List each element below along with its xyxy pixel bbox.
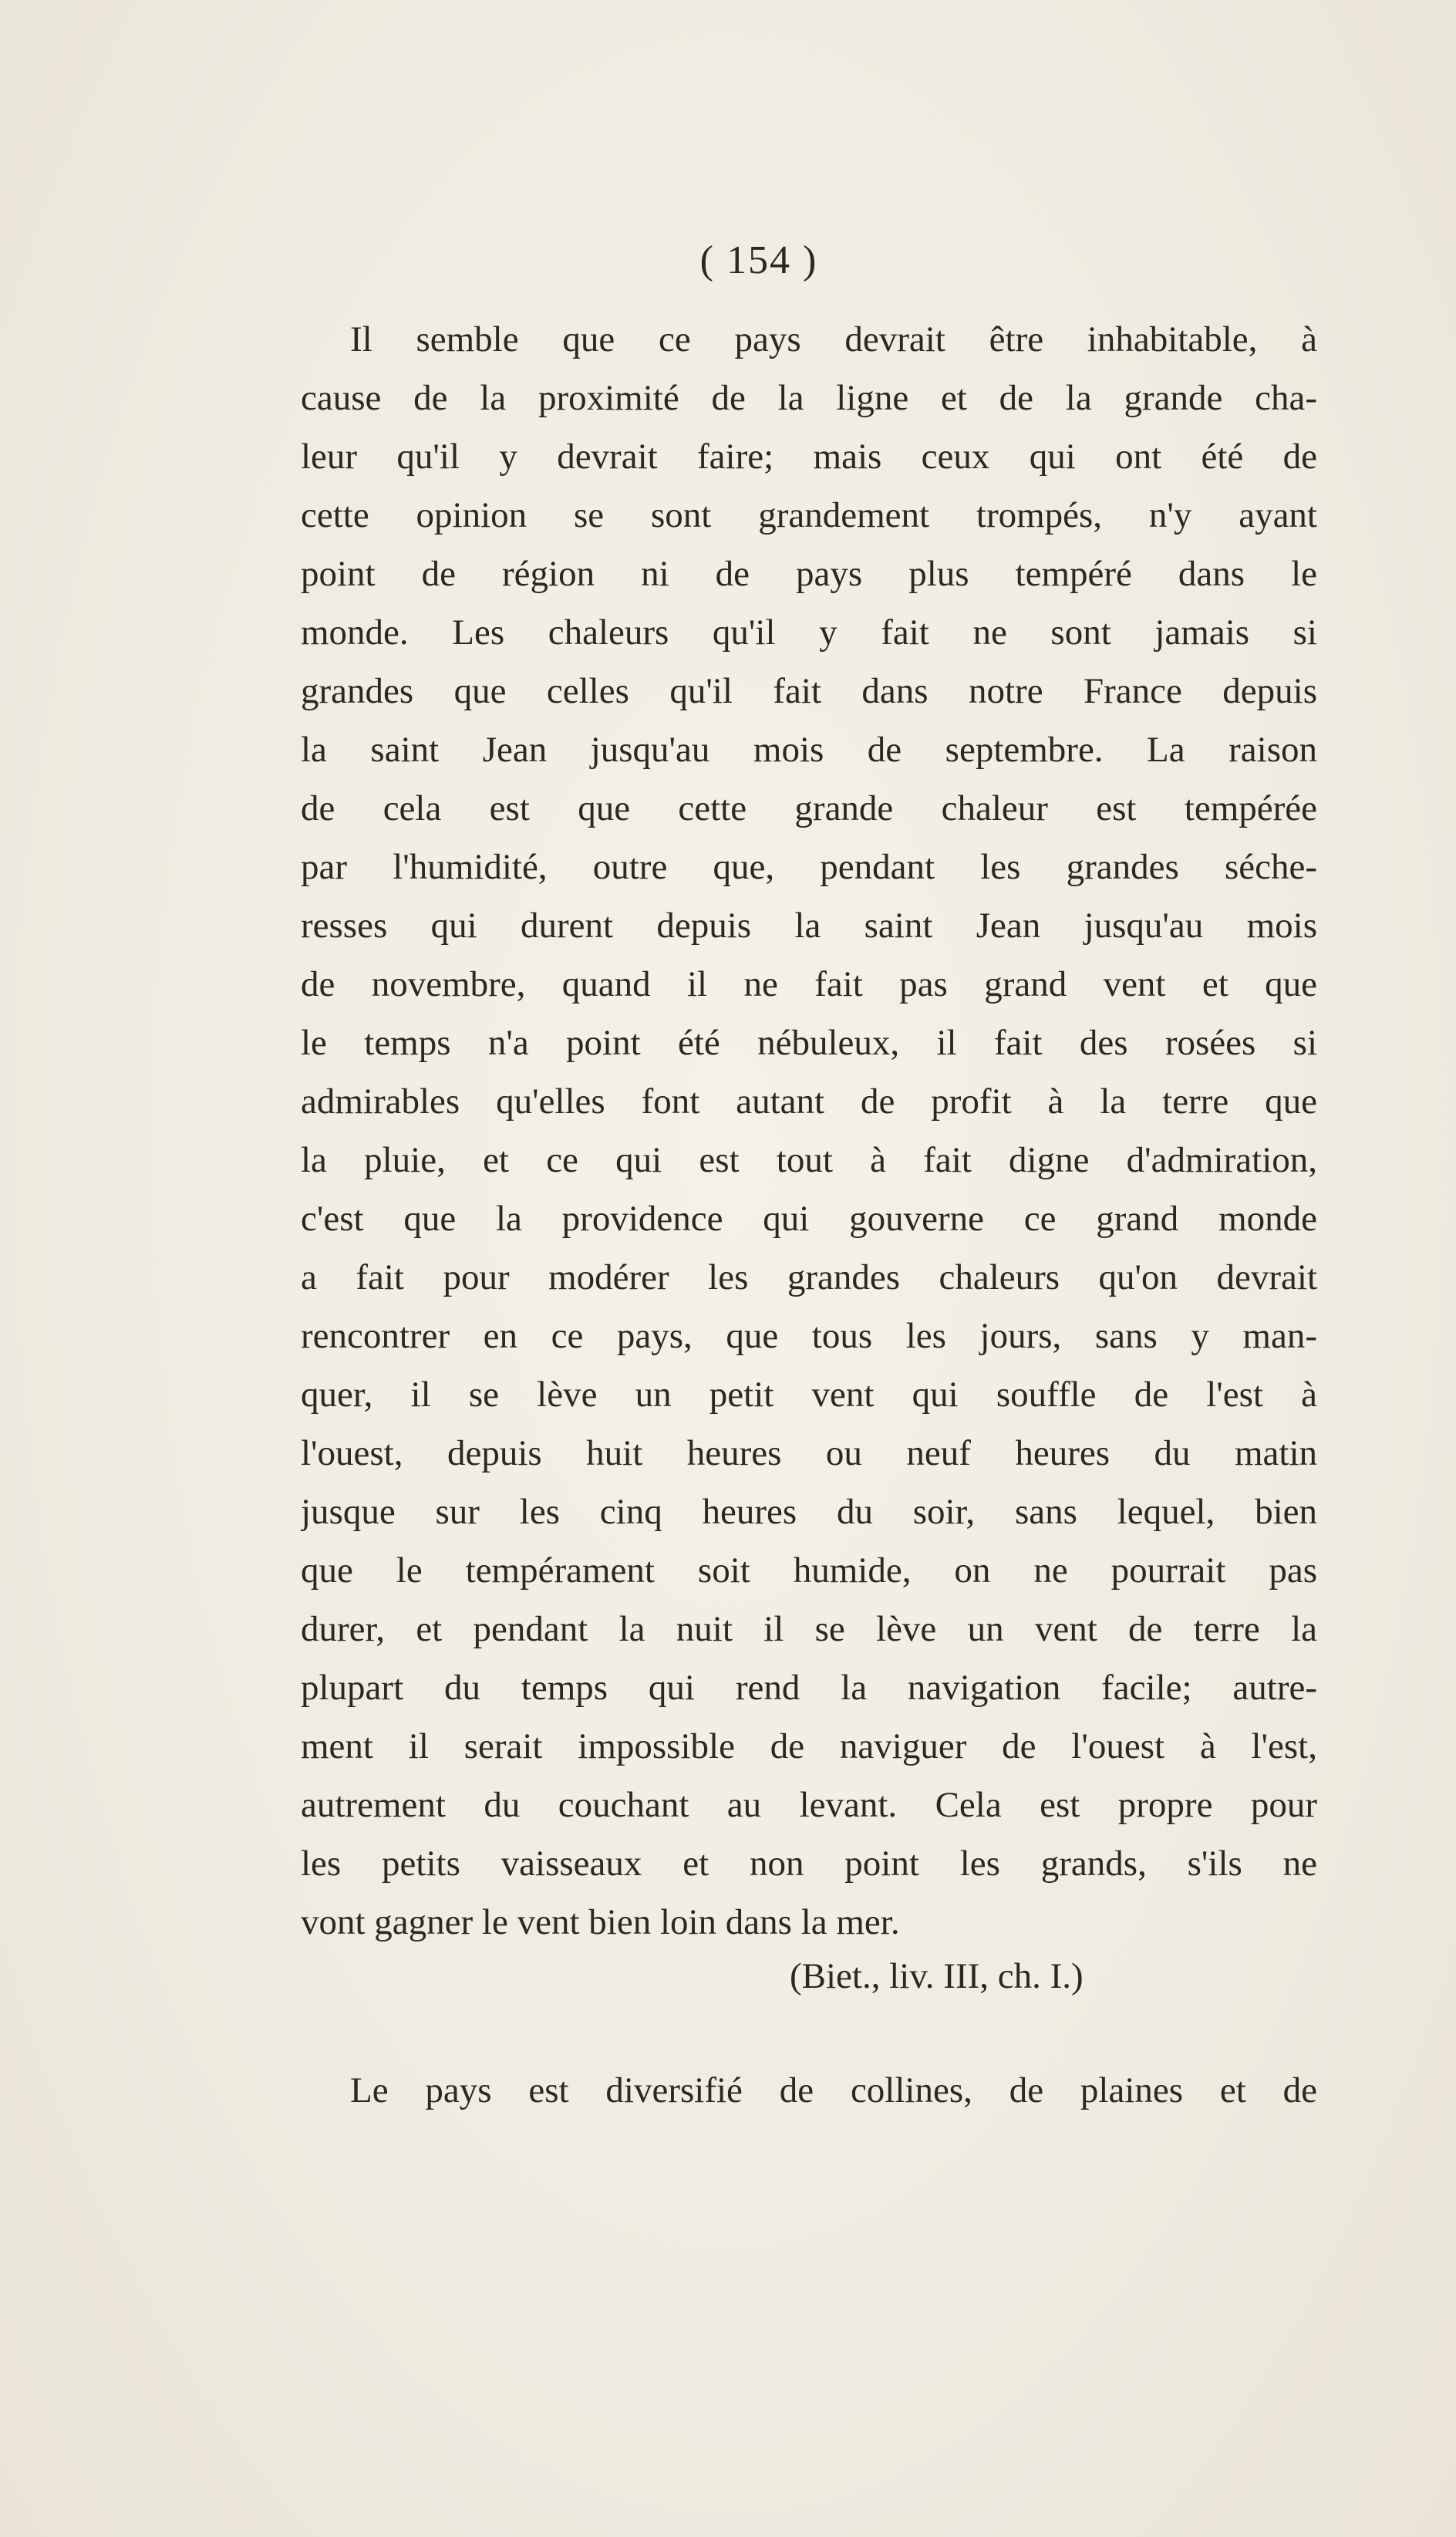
text-line: rencontrer en ce pays, que tous les jours, sans y man- <box>301 1316 1317 1356</box>
text-line: par l'humidité, outre que, pendant les grandes séche- <box>301 847 1317 887</box>
text-line: les petits vaisseaux et non point les grands, s'ils ne <box>301 1844 1317 1884</box>
text-line: Il semble que ce pays devrait être inhabitable, à <box>350 319 1317 359</box>
text-line: de cela est que cette grande chaleur est tempérée <box>301 788 1317 828</box>
text-line: quer, il se lève un petit vent qui souffle de l'est à <box>301 1375 1317 1415</box>
text-line: durer, et pendant la nuit il se lève un vent de terre la <box>301 1609 1317 1649</box>
text-line: admirables qu'elles font autant de profit à la terre que <box>301 1081 1317 1122</box>
text-line: autrement du couchant au levant. Cela est propre pour <box>301 1785 1317 1825</box>
text-line: point de région ni de pays plus tempéré dans le <box>301 554 1317 594</box>
text-line: jusque sur les cinq heures du soir, sans lequel, bien <box>301 1492 1317 1532</box>
text-line: a fait pour modérer les grandes chaleurs qu'on devrait <box>301 1257 1317 1297</box>
text-line: resses qui durent depuis la saint Jean jusqu'au mois <box>301 906 1317 946</box>
text-line: cause de la proximité de la ligne et de la grande cha- <box>301 378 1317 418</box>
text-line: c'est que la providence qui gouverne ce grand monde <box>301 1199 1317 1239</box>
text-line: l'ouest, depuis huit heures ou neuf heures du matin <box>301 1433 1317 1473</box>
citation: (Biet., liv. III, ch. I.) <box>790 1956 1084 1996</box>
text-line: leur qu'il y devrait faire; mais ceux qui ont été de <box>301 437 1317 477</box>
text-line: que le tempérament soit humide, on ne pourrait pas <box>301 1550 1317 1591</box>
text-line: plupart du temps qui rend la navigation facile; autre- <box>301 1668 1317 1708</box>
paragraph-next-first-line: Le pays est diversifié de collines, de plaines et de <box>350 2070 1317 2110</box>
text-line: la pluie, et ce qui est tout à fait digne d'admiration, <box>301 1140 1317 1180</box>
page-number: ( 154 ) <box>699 238 818 282</box>
text-line: la saint Jean jusqu'au mois de septembre. La raison <box>301 730 1317 770</box>
text-line: de novembre, quand il ne fait pas grand vent et que <box>301 964 1317 1004</box>
text-line: cette opinion se sont grandement trompés, n'y ayant <box>301 495 1317 535</box>
text-line: grandes que celles qu'il fait dans notre France depuis <box>301 671 1317 711</box>
paragraph-main <box>301 310 1317 1952</box>
text-line: vont gagner le vent bien loin dans la mer. <box>301 1902 900 1942</box>
text-line: ment il serait impossible de naviguer de l'ouest à l'est, <box>301 1726 1317 1766</box>
text-line: le temps n'a point été nébuleux, il fait des rosées si <box>301 1023 1317 1063</box>
text-line: monde. Les chaleurs qu'il y fait ne sont jamais si <box>301 612 1317 653</box>
